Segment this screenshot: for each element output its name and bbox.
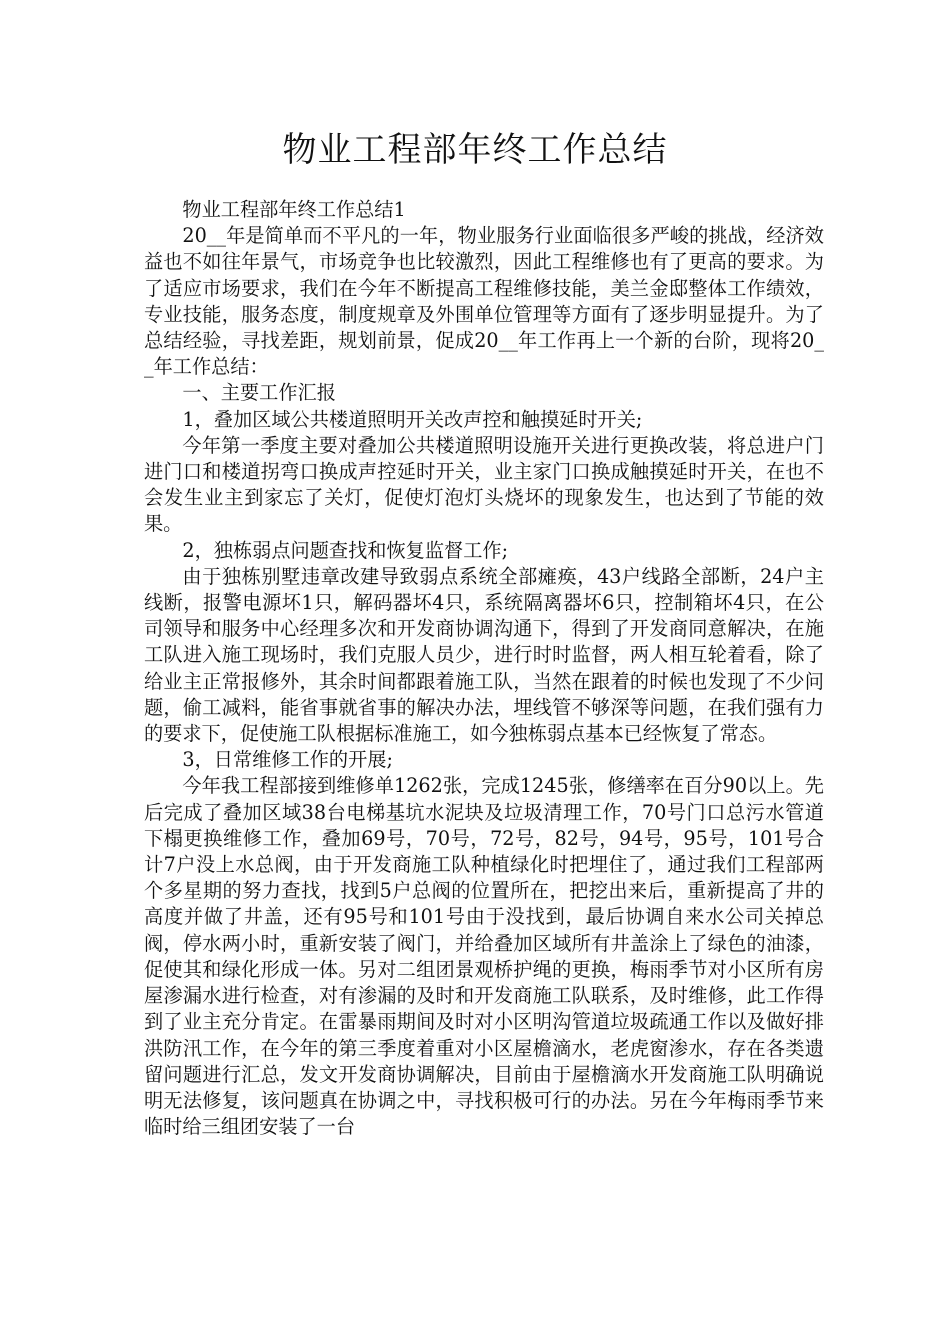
paragraph-intro: 20__年是简单而不平凡的一年，物业服务行业面临很多严峻的挑战，经济效益也不如往年景气，市场竞争也比较激烈，因此工程维修也有了更高的要求。为了适应市场要求，我们在今年不断提高工程维修技能，美兰金邸整体工作绩效，专业技能，服务态度，制度规章及外围单位管理等方面有了逐步明显提升。为了总结经验，寻找差距，规划前景，促成20__年工作再上一个新的台阶，现将20__年工作总结：: [144, 224, 824, 379]
document-title: 物业工程部年终工作总结: [282, 130, 668, 170]
paragraph-subtitle: 物业工程部年终工作总结1: [182, 198, 406, 221]
item-heading-3: 3，日常维修工作的开展;: [182, 748, 393, 772]
paragraph-item-3: 今年我工程部接到维修单1262张，完成1245张，修缮率在百分90以上。先后完成了叠加区域38台电梯基坑水泥块及垃圾清理工作，70号门口总污水管道下榻更换维修工作，叠加69号，70号，72号，82号，94号，95号，101号合计7户没上水总阀，由于开发商施工队种植绿化时把埋住了，通过我们工程部两个多星期的努力查找，找到5户总阀的位置所在，把挖出来后，重新提高了井的高度并做了井盖，还有95号和101号由于没找到，最后协调自来水公司关掉总阀，停水两小时，重新安装了阀门，并给叠加区域所有井盖涂上了绿色的油漆，促使其和绿化形成一体。另对二组团景观桥护绳的更换，梅雨季节对小区所有房屋渗漏水进行检查，对有渗漏的及时和开发商施工队联系，及时维修，此工作得到了业主充分肯定。在雷暴雨期间及时对小区明沟管道垃圾疏通工作以及做好排洪防汛工作，在今年的第三季度着重对小区屋檐滴水，老虎窗渗水，存在各类遗留问题进行汇总，发文开发商协调解决，目前由于屋檐滴水开发商施工队明确说明无法修复，该问题真在协调之中，寻找积极可行的办法。另在今年梅雨季节来临时给三组团安装了一台: [144, 774, 824, 1139]
paragraph-item-2: 由于独栋别墅违章改建导致弱点系统全部瘫痪，43户线路全部断，24户主线断，报警电源坏1只，解码器坏4只，系统隔离器坏6只，控制箱坏4只，在公司领导和服务中心经理多次和开发商协调沟通下，得到了开发商同意解决，在施工队进入施工现场时，我们克服人员少，进行时时监督，两人相互轮着看，除了给业主正常报修外，其余时间都跟着施工队，当然在跟着的时候也发现了不少问题，偷工减料，能省事就省事的解决办法，埋线管不够深等问题，在我们强有力的要求下，促使施工队根据标准施工，如今独栋弱点基本已经恢复了常态。: [144, 564, 824, 746]
item-heading-2: 2，独栋弱点问题查找和恢复监督工作;: [182, 538, 509, 562]
item-heading-1: 1，叠加区域公共楼道照明开关改声控和触摸延时开关;: [182, 407, 643, 431]
paragraph-item-1: 今年第一季度主要对叠加公共楼道照明设施开关进行更换改装，将总进户门进门口和楼道拐弯口换成声控延时开关，业主家门口换成触摸延时开关，在也不会发生业主到家忘了关灯，促使灯泡灯头烧坏的现象发生，也达到了节能的效果。: [144, 433, 824, 536]
document-body: [144, 197, 824, 1140]
section-heading-main-work: 一、主要工作汇报: [182, 381, 336, 405]
